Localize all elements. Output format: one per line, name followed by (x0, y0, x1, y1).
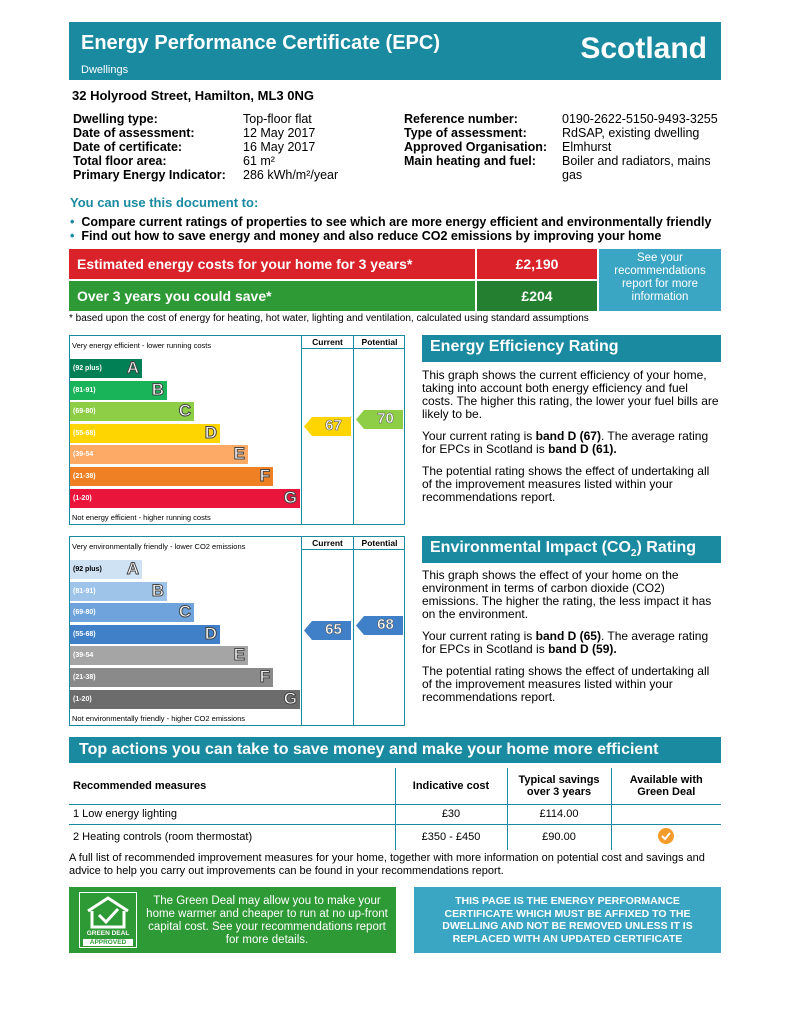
detail-value: 286 kWh/m²/year (243, 168, 339, 182)
eir-bottom-label: Not environmentally friendly - higher CO2 emissions (72, 714, 245, 723)
eer-potential-header: Potential (361, 337, 398, 347)
cost-cell: £30 (395, 804, 507, 824)
eer-band-b (70, 381, 167, 400)
eir-band-g (70, 690, 300, 709)
use-item: • Compare current ratings of properties to see which are more energy efficient and environmentally friendly (70, 215, 730, 229)
band-range: (81-91) (73, 587, 96, 595)
eer-band-e (70, 445, 248, 464)
saving-label: Over 3 years you could save* (77, 288, 272, 304)
detail-label: Dwelling type: (73, 112, 158, 126)
eer-bottom-label: Not energy efficient - higher running costs (72, 513, 211, 522)
band-range: (55-68) (73, 429, 96, 437)
band-range: (81-91) (73, 386, 96, 394)
eir-p3: The potential rating shows the effect of undertaking all of the improvement measures listed within your recommendations report. (422, 664, 710, 704)
eir-band-e (70, 646, 248, 665)
band-range: (21-38) (73, 674, 96, 681)
eir-band-f (70, 668, 273, 687)
text: . The average rating for EPCs in Scotland is (422, 629, 709, 656)
band-letter: F (259, 466, 270, 485)
band-range: (92 plus) (73, 365, 102, 372)
eir-current-value: 65 (325, 621, 342, 638)
text: band D (59). (548, 642, 617, 656)
eir-current-arrow (304, 621, 351, 640)
eer-title: Energy Efficiency Rating (422, 335, 721, 362)
detail-value: RdSAP, existing dwelling (562, 126, 700, 140)
eir-potential-arrow (356, 616, 403, 635)
band-letter: G (283, 487, 297, 507)
detail-value: Top-floor flat (243, 112, 312, 126)
band-range: (69-80) (73, 408, 96, 416)
band-range: (39-54 (73, 451, 94, 459)
header-banner (69, 22, 721, 80)
costs-panel (69, 249, 597, 311)
property-address: 32 Holyrood Street, Hamilton, ML3 0NG (72, 88, 314, 103)
divider (301, 348, 405, 349)
col-header: Available with Green Deal (611, 768, 721, 804)
detail-value: Elmhurst (562, 140, 612, 154)
text: . The average rating for EPCs in Scotland is (422, 429, 709, 456)
band-range: (1-20) (73, 695, 92, 703)
eir-current-header: Current (312, 538, 343, 548)
eir-p2 (422, 630, 720, 656)
detail-label: Date of assessment: (73, 126, 195, 140)
detail-value: 0190-2622-5150-9493-3255 (562, 112, 718, 126)
col-header: Indicative cost (395, 768, 507, 804)
detail-label: Approved Organisation: (404, 140, 548, 154)
band-range: (39-54 (73, 652, 94, 660)
use-heading: You can use this document to: (70, 195, 259, 210)
eer-potential-value: 70 (377, 410, 394, 427)
saving-cell: £114.00 (507, 804, 611, 824)
eir-title: Environmental Impact $(CO_2)$ Rating (422, 536, 721, 563)
cost-label: Estimated energy costs for your home for 3 years* (77, 256, 413, 272)
greendeal-cell (611, 824, 721, 850)
divider (301, 335, 302, 525)
measure-cell: 1 Low energy lighting (69, 804, 395, 824)
cost-row (69, 249, 597, 279)
detail-value: Boiler and radiators, mains gas (562, 154, 711, 182)
notice-box: THIS PAGE IS THE ENERGY PERFORMANCE CERTIFICATE WHICH MUST BE AFFIXED TO THE DWELLING AND NOT BE REMOVED UNLESS IT IS REPLACED WITH AN UPDATED CERTIFICATE (414, 887, 721, 953)
table-row (69, 824, 721, 850)
text: band D (61). (548, 442, 617, 456)
measures-note: A full list of recommended improvement measures for your home, together with more information on potential cost and savings and advice to help you carry out improvements can be found in your recommendations report. (69, 852, 705, 877)
divider (353, 335, 354, 525)
page-title: Energy Performance Certificate (EPC) (81, 32, 441, 54)
detail-label: Total floor area: (73, 154, 167, 168)
detail-label: Type of assessment: (404, 126, 527, 140)
eer-top-label: Very energy efficient - lower running costs (72, 341, 212, 350)
text: band D (65) (535, 629, 601, 643)
eir-potential-value: 68 (377, 616, 394, 633)
detail-label: Date of certificate: (73, 140, 183, 154)
see-recommendations-box: See your recommendations report for more information (599, 249, 721, 311)
cost-cell: £350 - £450 (395, 824, 507, 850)
band-letter: E (233, 645, 245, 665)
greendeal-box (69, 887, 396, 953)
eir-description (422, 569, 720, 704)
eer-current-header: Current (312, 337, 343, 347)
house-tick-icon (80, 895, 136, 929)
eir-band-c (70, 603, 194, 622)
band-letter: D (204, 422, 217, 442)
text: band D (67) (535, 429, 601, 443)
detail-label: Primary Energy Indicator: (73, 168, 226, 182)
use-item: • Find out how to save energy and money and also reduce CO2 emissions by improving your home (70, 229, 730, 243)
band-range: (55-68) (73, 630, 96, 638)
detail-value: 16 May 2017 (243, 140, 316, 154)
eir-potential-header: Potential (361, 538, 398, 548)
actions-title: Top actions you can take to save money and make your home more efficient (69, 737, 721, 763)
band-range: (92 plus) (73, 566, 102, 573)
eer-potential-arrow (356, 410, 403, 429)
eir-band-d (70, 625, 220, 644)
measure-cell: 2 Heating controls (room thermostat) (69, 824, 395, 850)
eer-band-a (70, 359, 142, 378)
divider (353, 536, 354, 726)
saving-row (69, 281, 597, 311)
table-row (69, 804, 721, 824)
greendeal-cell (611, 804, 721, 824)
band-letter: C (178, 401, 191, 421)
eer-p3: The potential rating shows the effect of undertaking all of the improvement measures listed within your recommendations report. (422, 464, 710, 504)
table-header-row (69, 768, 721, 804)
detail-label: Main heating and fuel: (404, 154, 536, 168)
eer-band-d (70, 424, 220, 443)
country-label: Scotland (580, 32, 707, 65)
greendeal-logo (79, 892, 137, 948)
eer-current-arrow (304, 417, 351, 436)
greendeal-text: The Green Deal may allow you to make your home warmer and cheaper to run at no up-front capital cost. See your recommendations report for more details. (146, 895, 388, 946)
tick-icon (658, 828, 674, 844)
detail-label: Reference number: (404, 112, 518, 126)
band-letter: G (283, 688, 297, 708)
eir-p1: This graph shows the effect of your home on the environment in terms of carbon dioxide (CO2) emissions. The higher the rating, the less impact it has on the environment. (422, 568, 712, 621)
saving-value: £204 (475, 281, 597, 311)
text: Your current rating is (422, 629, 536, 643)
saving-cell: £90.00 (507, 824, 611, 850)
divider (301, 549, 405, 550)
text: Your current rating is (422, 429, 536, 443)
eer-current-value: 67 (325, 417, 342, 434)
detail-value: 12 May 2017 (243, 126, 316, 140)
divider (301, 536, 302, 726)
eer-p2 (422, 430, 720, 456)
band-range: (69-80) (73, 609, 96, 617)
band-letter: C (178, 602, 191, 622)
band-range: (21-38) (73, 473, 96, 480)
band-letter: A (126, 358, 139, 377)
page-subtitle: Dwellings (81, 64, 129, 76)
eir-top-label: Very environmentally friendly - lower CO2 emissions (72, 542, 246, 551)
eer-band-c (70, 402, 194, 421)
band-letter: B (151, 580, 164, 600)
col-header: Typical savings over 3 years (507, 768, 611, 804)
detail-value: 61 m² (243, 154, 275, 168)
cost-value: £2,190 (475, 249, 597, 279)
band-letter: F (259, 667, 270, 686)
eer-band-g (70, 489, 300, 508)
eir-band-b (70, 582, 167, 601)
band-range: (1-20) (73, 494, 92, 502)
band-letter: A (126, 559, 139, 578)
col-header: Recommended measures (69, 768, 395, 804)
eer-description (422, 369, 720, 504)
band-letter: B (151, 379, 164, 399)
cost-footnote: * based upon the cost of energy for heating, hot water, lighting and ventilation, calculated using standard assumptions (69, 313, 589, 324)
logo-text: GREEN DEAL (86, 930, 130, 937)
eer-band-f (70, 467, 273, 486)
eer-p1: This graph shows the current efficiency of your home, taking into account both energy efficiency and fuel costs. The higher this rating, the lower your fuel bills are likely to be. (422, 368, 719, 421)
measures-table (69, 768, 721, 850)
use-list (70, 215, 730, 243)
logo-text: APPROVED (83, 939, 133, 946)
band-letter: E (233, 444, 245, 464)
eir-band-a (70, 560, 142, 579)
band-letter: D (204, 623, 217, 643)
